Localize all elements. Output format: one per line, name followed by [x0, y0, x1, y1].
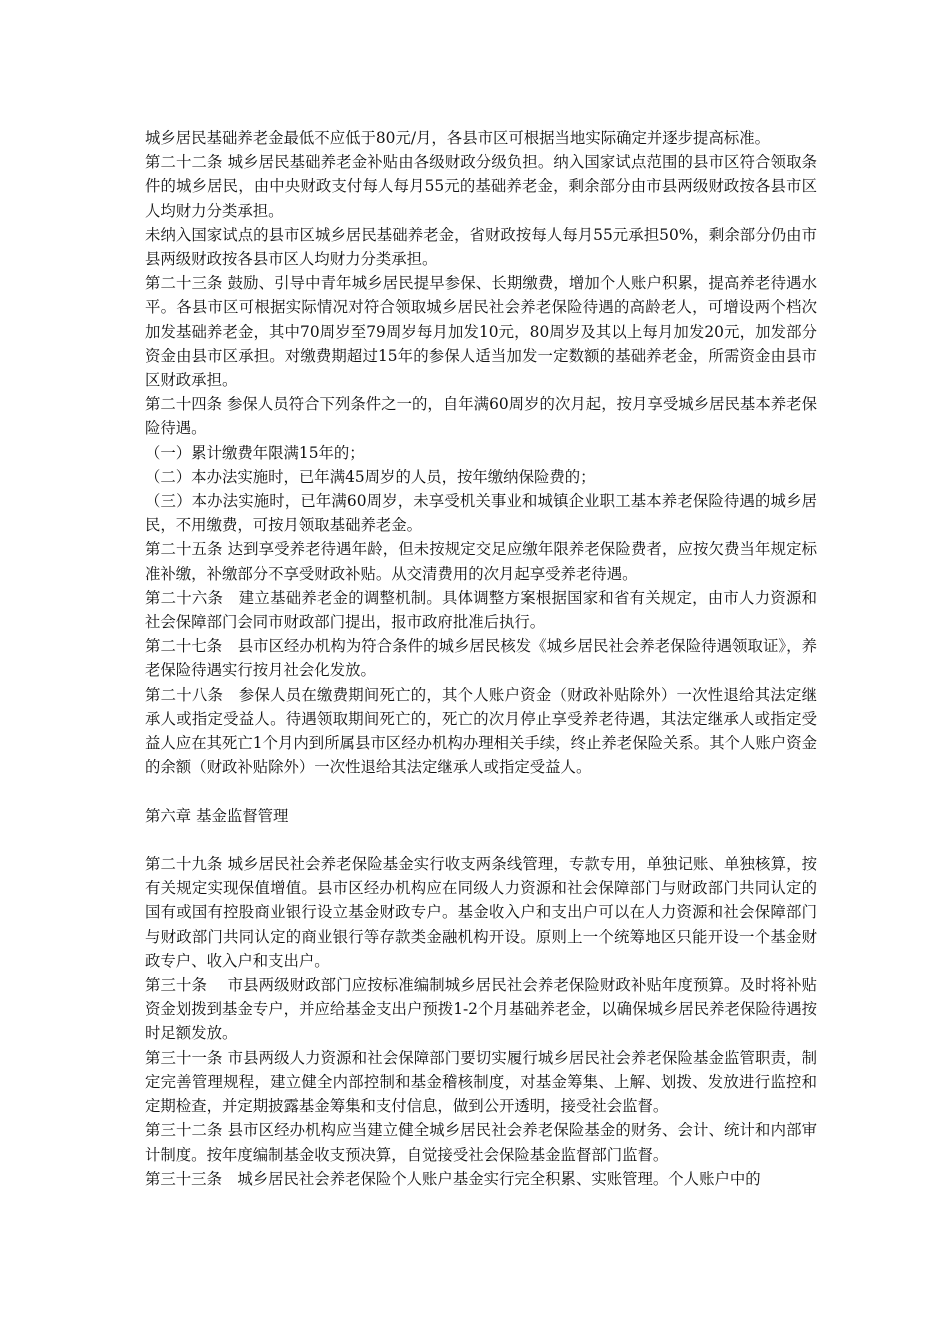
- paragraph: 城乡居民基础养老金最低不应低于80元/月，各县市区可根据当地实际确定并逐步提高标准。: [145, 129, 771, 147]
- blank-line: [145, 779, 817, 803]
- chapter-heading: 第六章 基金监督管理: [145, 806, 289, 825]
- list-item: （一）累计缴费年限满15年的；: [145, 443, 365, 462]
- article-33: 第三十三条 城乡居民社会养老保险个人账户基金实行完全积累、实账管理。个人账户中的: [145, 1169, 761, 1188]
- article-28: 第二十八条 参保人员在缴费期间死亡的，其个人账户资金（财政补贴除外）一次性退给其法定继承人或指定受益人。待遇领取期间死亡的，死亡的次月停止享受养老待遇，其法定继承人或指定受益人应在其死亡1个月内到所属县市区经办机构办理相关手续，终止养老保险关系。其个人账户资金的余额（财政补贴除外）一次性退给其法定继承人或指定受益人。: [145, 685, 817, 777]
- document-page: [145, 126, 817, 1191]
- article-23: 第二十三条 鼓励、引导中青年城乡居民提早参保、长期缴费，增加个人账户积累，提高养老待遇水平。各县市区可根据实际情况对符合领取城乡居民社会养老保险待遇的高龄老人，可增设两个档次加发基础养老金，其中70周岁至79周岁每月加发10元，80周岁及其以上每月加发20元，加发部分资金由县市区承担。对缴费期超过15年的参保人适当加发一定数额的基础养老金，所需资金由县市区财政承担。: [145, 274, 817, 390]
- article-31: 第三十一条 市县两级人力资源和社会保障部门要切实履行城乡居民社会养老保险基金监管职责，制定完善管理规程，建立健全内部控制和基金稽核制度，对基金筹集、上解、划拨、发放进行监控和定期检查，并定期披露基金筹集和支付信息，做到公开透明，接受社会监督。: [145, 1048, 817, 1116]
- list-item: （二）本办法实施时，已年满45周岁的人员，按年缴纳保险费的；: [145, 467, 596, 486]
- article-25: 第二十五条 达到享受养老待遇年龄，但未按规定交足应缴年限养老保险费者，应按欠费当年规定标准补缴，补缴部分不享受财政补贴。从交清费用的次月起享受养老待遇。: [145, 540, 817, 583]
- article-30: 第三十条 市县两级财政部门应按标准编制城乡居民社会养老保险财政补贴年度预算。及时将补贴资金划拨到基金专户，并应给基金支出户预拨1-2个月基础养老金，以确保城乡居民养老保险待遇按时足额发放。: [145, 976, 817, 1043]
- blank-line: [145, 828, 817, 852]
- article-22: 第二十二条 城乡居民基础养老金补贴由各级财政分级负担。纳入国家试点范围的县市区符合领取条件的城乡居民，由中央财政支付每人每月55元的基础养老金，剩余部分由市县两级财政按各县市区人均财力分类承担。: [145, 153, 817, 220]
- article-32: 第三十二条 县市区经办机构应当建立健全城乡居民社会养老保险基金的财务、会计、统计和内部审计制度。按年度编制基金收支预决算，自觉接受社会保险基金监督部门监督。: [145, 1121, 817, 1164]
- paragraph: 未纳入国家试点的县市区城乡居民基础养老金，省财政按每人每月55元承担50%，剩余部分仍由市县两级财政按各县市区人均财力分类承担。: [145, 225, 817, 269]
- article-26: 第二十六条 建立基础养老金的调整机制。具体调整方案根据国家和省有关规定，由市人力资源和社会保障部门会同市财政部门提出，报市政府批准后执行。: [145, 588, 817, 632]
- article-24: 第二十四条 参保人员符合下列条件之一的，自年满60周岁的次月起，按月享受城乡居民基本养老保险待遇。: [145, 395, 817, 438]
- list-item: （三）本办法实施时，已年满60周岁，未享受机关事业和城镇企业职工基本养老保险待遇的城乡居民，不用缴费，可按月领取基础养老金。: [145, 492, 817, 535]
- article-29: 第二十九条 城乡居民社会养老保险基金实行收支两条线管理，专款专用，单独记账、单独核算，按有关规定实现保值增值。县市区经办机构应在同级人力资源和社会保障部门与财政部门共同认定的国有或国有控股商业银行设立基金财政专户。基金收入户和支出户可以在人力资源和社会保障部门与财政部门共同认定的商业银行等存款类金融机构开设。原则上一个统筹地区只能开设一个基金财政专户、收入户和支出户。: [145, 855, 817, 970]
- article-27: 第二十七条 县市区经办机构为符合条件的城乡居民核发《城乡居民社会养老保险待遇领取证》，养老保险待遇实行按月社会化发放。: [145, 637, 817, 680]
